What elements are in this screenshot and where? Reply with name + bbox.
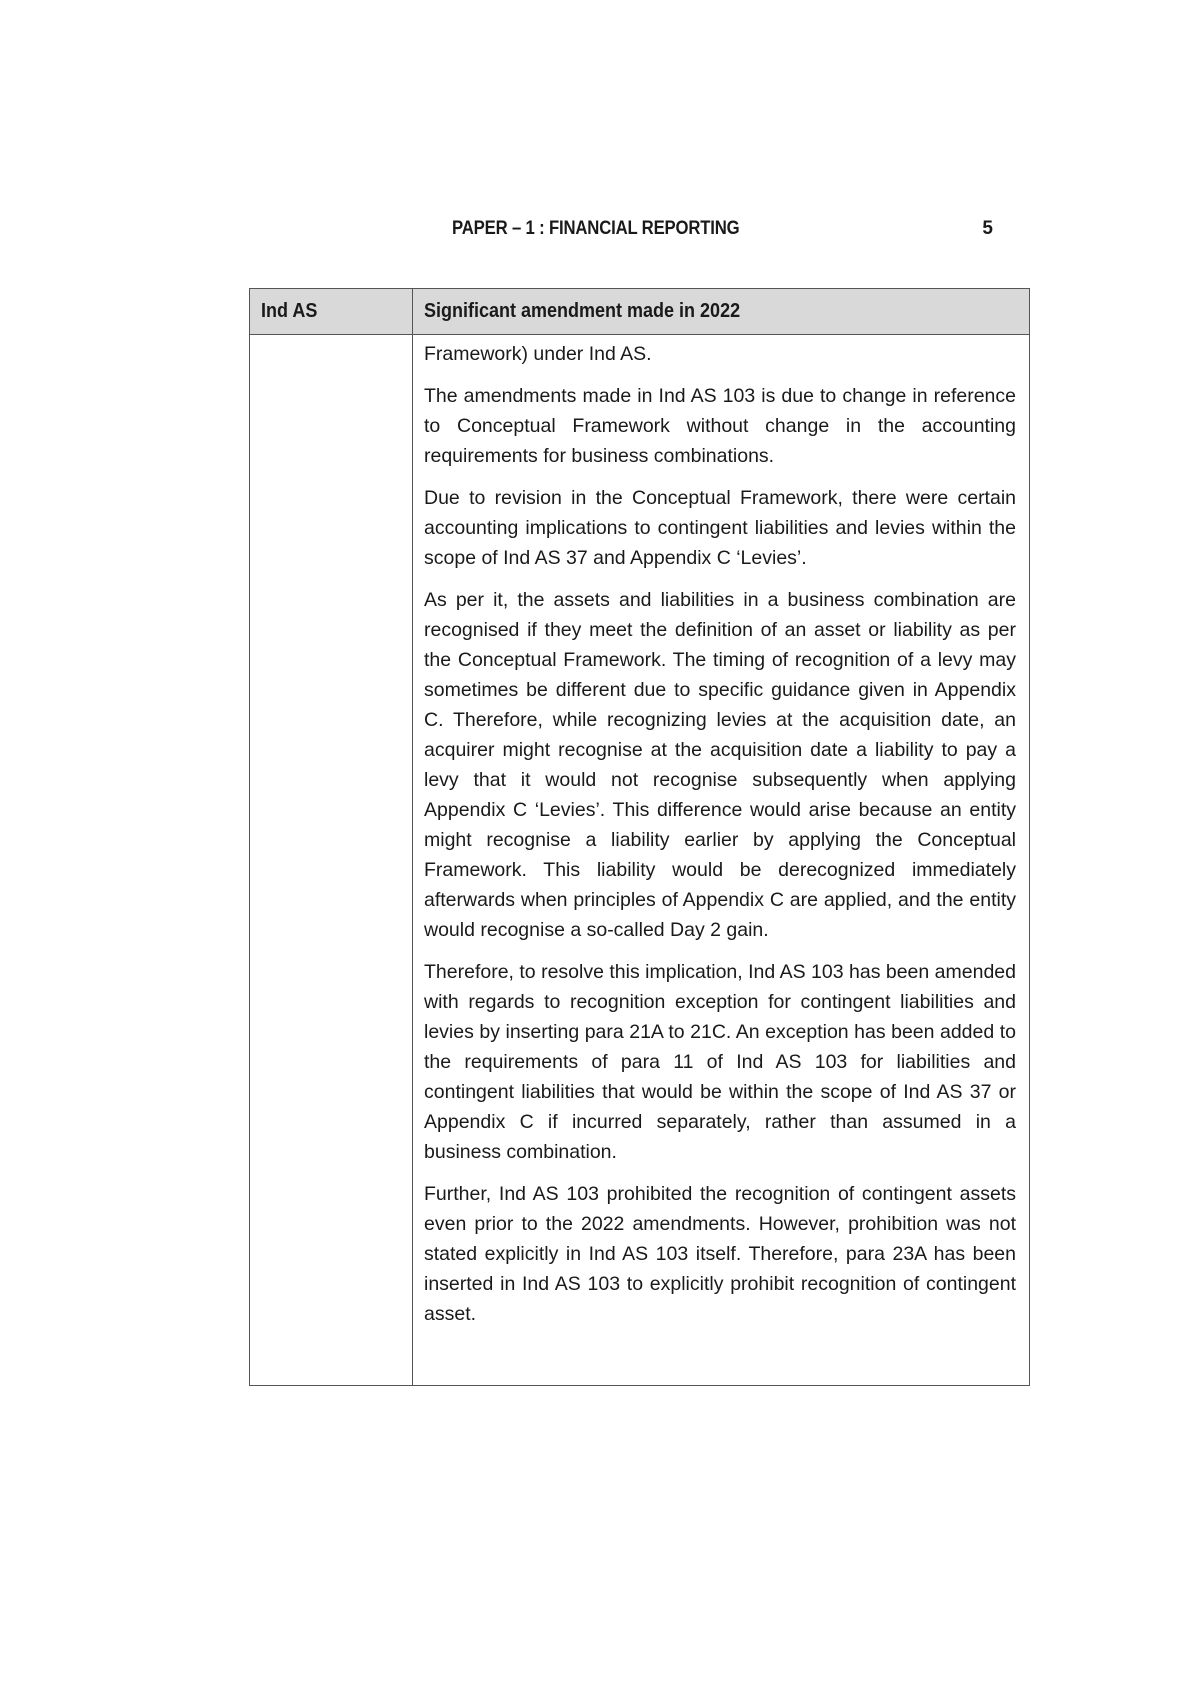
ind-as-cell: [250, 335, 413, 1386]
column-header-ind-as: [250, 289, 413, 335]
page-header: [0, 218, 1191, 244]
page-title: PAPER – 1 : FINANCIAL REPORTING: [452, 218, 740, 239]
column-header-ind-as-label: Ind AS: [261, 300, 318, 322]
amendment-cell: [413, 335, 1030, 1386]
amendment-paragraph: Due to revision in the Conceptual Framework, there were certain accounting implications to contingent liabilities and levies within the scope of Ind AS 37 and Appendix C ‘Levies’.: [424, 487, 1016, 569]
amendments-table: [249, 288, 1030, 1386]
page-number: 5: [982, 218, 993, 239]
amendment-paragraph: The amendments made in Ind AS 103 is due to change in reference to Conceptual Framework without change in the accounting requirements for business combinations.: [424, 385, 1016, 467]
amendment-paragraph: Further, Ind AS 103 prohibited the recognition of contingent assets even prior to the 2022 amendments. However, prohibition was not stated explicitly in Ind AS 103 itself. Therefore, para 23A has been inserted in Ind AS 103 to explicitly prohibit recognition of contingent asset.: [424, 1183, 1016, 1325]
amendment-paragraph: As per it, the assets and liabilities in a business combination are recognised if they meet the definition of an asset or liability as per the Conceptual Framework. The timing of recognition of a levy may sometimes be different due to specific guidance given in Appendix C. Therefore, while recognizing levies at the acquisition date, an acquirer might recognise at the acquisition date a liability to pay a levy that it would not recognise subsequently when applying Appendix C ‘Levies’. This difference would arise because an entity might recognise a liability earlier by applying the Conceptual Framework. This liability would be derecognized immediately afterwards when principles of Appendix C are applied, and the entity would recognise a so-called Day 2 gain.: [424, 589, 1016, 941]
table-row: [250, 335, 1030, 1386]
amendment-paragraph: Framework) under Ind AS.: [424, 343, 652, 365]
table-header-row: [250, 289, 1030, 335]
column-header-amendment: [413, 289, 1030, 335]
amendment-paragraph: Therefore, to resolve this implication, Ind AS 103 has been amended with regards to recognition exception for contingent liabilities and levies by inserting para 21A to 21C. An exception has been added to the requirements of para 11 of Ind AS 103 for liabilities and contingent liabilities that would be within the scope of Ind AS 37 or Appendix C if incurred separately, rather than assumed in a business combination.: [424, 961, 1016, 1163]
column-header-amendment-label: Significant amendment made in 2022: [424, 300, 741, 322]
